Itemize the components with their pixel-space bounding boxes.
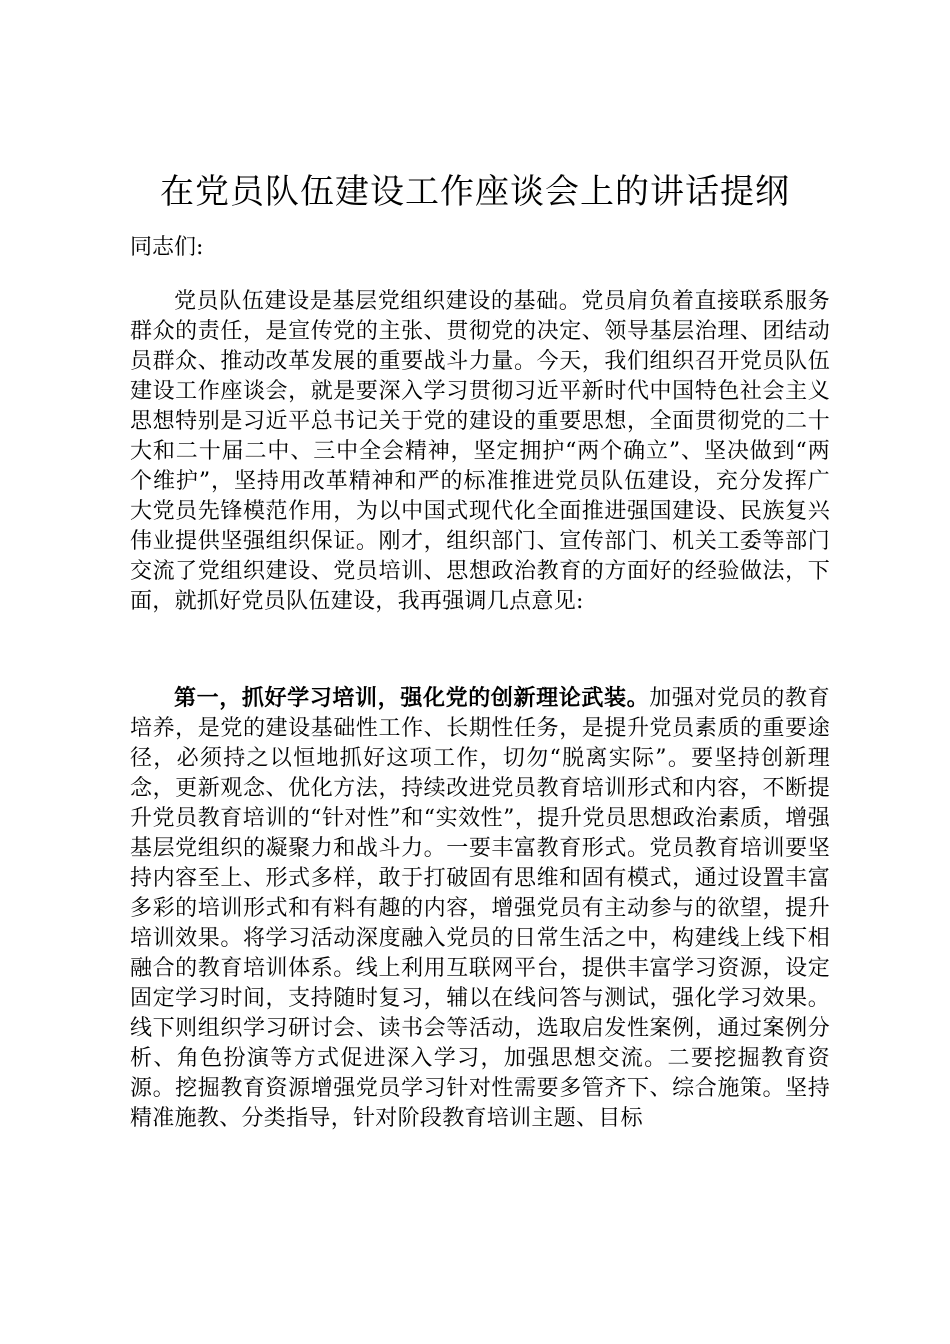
paragraph-first-point-body: 加强对党员的教育培养，是党的建设基础性工作、长期性任务，是提升党员素质的重要途径，必须持之以恒地抓好这项工作，切勿“脱离实际”。要坚持创新理念，更新观念、优化方法，持续改进党员教育培训形式和内容，不断提升党员教育培训的“针对性”和“实效性”，提升党员思想政治素质，增强基层党组织的凝聚力和战斗力。一要丰富教育形式。党员教育培训要坚持内容至上、形式多样，敢于打破固有思维和固有模式，通过设置丰富多彩的培训形式和有料有趣的内容，增强党员有主动参与的欲望，提升培训效果。将学习活动深度融入党员的日常生活之中，构建线上线下相融合的教育培训体系。线上利用互联网平台，提供丰富学习资源，设定固定学习时间，支持随时复习，辅以在线问答与测试，强化学习效果。线下则组织学习研讨会、读书会等活动，选取启发性案例，通过案例分析、角色扮演等方式促进深入学习，加强思想交流。二要挖掘教育资源。挖掘教育资源增强党员学习针对性需要多管齐下、综合施策。坚持精准施教、分类指导，针对阶段教育培训主题、目标 [130, 686, 830, 1131]
paragraph-lead-heading: 第一，抓好学习培训，强化党的创新理论武装。 [174, 685, 650, 711]
document-title: 在党员队伍建设工作座谈会上的讲话提纲 [160, 172, 790, 212]
salutation: 同志们: [130, 235, 204, 260]
paragraph-first-point [130, 683, 830, 1134]
paragraph-intro: 党员队伍建设是基层党组织建设的基础。党员肩负着直接联系服务群众的责任，是宣传党的主张、贯彻党的决定、领导基层治理、团结动员群众、推动改革发展的重要战斗力量。今天，我们组织召开党员队伍建设工作座谈会，就是要深入学习贯彻习近平新时代中国特色社会主义思想特别是习近平总书记关于党的建设的重要思想，全面贯彻党的二十大和二十届二中、三中全会精神，坚定拥护“两个确立”、坚决做到“两个维护”，坚持用改革精神和严的标准推进党员队伍建设，充分发挥广大党员先锋模范作用，为以中国式现代化全面推进强国建设、民族复兴伟业提供坚强组织保证。刚才，组织部门、宣传部门、机关工委等部门交流了党组织建设、党员培训、思想政治教育的方面好的经验做法，下面，就抓好党员队伍建设，我再强调几点意见: [130, 289, 830, 614]
